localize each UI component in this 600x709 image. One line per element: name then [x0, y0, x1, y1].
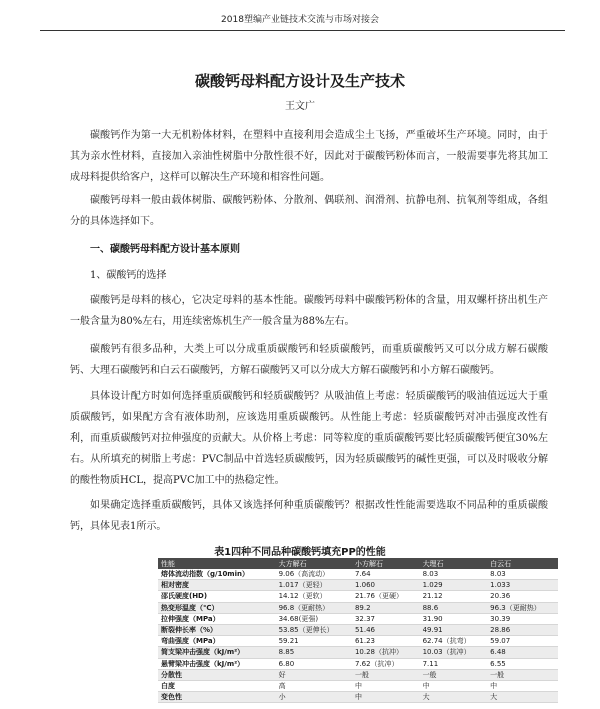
table-cell: 62.74（抗弯） [420, 636, 488, 647]
table-row [158, 692, 558, 703]
header-cell: 大方解石 [276, 558, 352, 569]
paragraph-core: 碳酸钙是母料的核心，它决定母料的基本性能。碳酸钙母料中碳酸钙粉体的含量，用双螺杆挤出机生产一般含量为80%左右，用连续密炼机生产一般含量为88%左右。 [70, 295, 548, 327]
properties-table [158, 558, 558, 703]
table-row [158, 624, 558, 635]
table-cell: 大 [420, 692, 488, 703]
row-label-cell: 分散性 [158, 669, 276, 680]
table-cell: 一般 [487, 669, 558, 680]
table-cell: 21.76（更硬） [352, 591, 420, 602]
table-cell: 1.029 [420, 580, 488, 591]
table-cell: 10.03（抗冲） [420, 647, 488, 658]
header-cell: 性能 [158, 558, 276, 569]
row-label-cell: 断裂伸长率（%） [158, 624, 276, 635]
table-cell: 53.85（更伸长） [276, 624, 352, 635]
row-label-cell: 相对密度 [158, 580, 276, 591]
subsection-heading: 1、碳酸钙的选择 [90, 270, 167, 281]
table-row [158, 680, 558, 691]
table-cell: 10.28（抗冲） [352, 647, 420, 658]
table-cell: 14.12（更软） [276, 591, 352, 602]
table-row [158, 591, 558, 602]
table-cell: 28.86 [487, 624, 558, 635]
table-row [158, 636, 558, 647]
table-cell: 小 [276, 692, 352, 703]
table-cell: 59.07 [487, 636, 558, 647]
table-cell: 8.03 [420, 569, 488, 580]
table-cell: 89.2 [352, 602, 420, 613]
table-cell: 7.62（抗冲） [352, 658, 420, 669]
table-cell: 8.85 [276, 647, 352, 658]
table-cell: 51.46 [352, 624, 420, 635]
section-heading: 一、碳酸钙母料配方设计基本原则 [90, 244, 240, 255]
table-cell: 6.55 [487, 658, 558, 669]
table-cell: 高 [276, 680, 352, 691]
table-cell: 20.36 [487, 591, 558, 602]
row-label-cell: 热变形温度（℃） [158, 602, 276, 613]
table-row [158, 602, 558, 613]
paragraph-intro: 碳酸钙作为第一大无机粉体材料，在塑料中直接利用会造成尘土飞扬，严重破坏生产环境。同时，由于其为亲水性材料，直接加入亲油性树脂中分散性很不好，因此对于碳酸钙粉体而言，一般需要事先将其加工成母料提供给客户，这样可以解决生产环境和相容性问题。 [70, 130, 548, 183]
paragraph-components: 碳酸钙母料一般由载体树脂、碳酸钙粉体、分散剂、偶联剂、润滑剂、抗静电剂、抗氧剂等组成，各组分的具体选择如下。 [70, 195, 548, 227]
table-cell: 21.12 [420, 591, 488, 602]
table-cell: 7.64 [352, 569, 420, 580]
table-cell: 49.91 [420, 624, 488, 635]
table-row [158, 647, 558, 658]
header-cell: 大理石 [420, 558, 488, 569]
table-cell: 6.80 [276, 658, 352, 669]
table-row [158, 613, 558, 624]
table-row [158, 669, 558, 680]
table-cell: 32.37 [352, 613, 420, 624]
table-cell: 一般 [352, 669, 420, 680]
paragraph-types: 碳酸钙有很多品种，大类上可以分成重质碳酸钙和轻质碳酸钙，而重质碳酸钙又可以分成方解石碳酸钙、大理石碳酸钙和白云石碳酸钙，方解石碳酸钙又可以分成大方解石碳酸钙和小方解石碳酸钙。 [70, 344, 548, 376]
table-cell: 34.68(更强) [276, 613, 352, 624]
author-name: 王文广 [285, 101, 315, 112]
table-cell: 中 [420, 680, 488, 691]
table-cell: 88.6 [420, 602, 488, 613]
table-cell: 8.03 [487, 569, 558, 580]
table-cell: 6.48 [487, 647, 558, 658]
table-row [158, 658, 558, 669]
header-cell: 小方解石 [352, 558, 420, 569]
table-cell: 好 [276, 669, 352, 680]
table-cell: 31.90 [420, 613, 488, 624]
header-divider [40, 30, 565, 31]
table-cell: 1.033 [487, 580, 558, 591]
row-label-cell: 拉伸强度（MPa） [158, 613, 276, 624]
row-label-cell: 简支梁冲击强度（kJ/m²） [158, 647, 276, 658]
table-caption: 表1四种不同品种碳酸钙填充PP的性能 [214, 547, 386, 558]
row-label-cell: 白度 [158, 680, 276, 691]
table-cell: 中 [352, 680, 420, 691]
table-cell: 中 [487, 680, 558, 691]
table-cell: 1.017（更轻） [276, 580, 352, 591]
header-cell: 白云石 [487, 558, 558, 569]
table-cell: 96.8（更耐热） [276, 602, 352, 613]
row-label-cell: 弯曲强度（MPa） [158, 636, 276, 647]
table-cell: 一般 [420, 669, 488, 680]
row-label-cell: 变色性 [158, 692, 276, 703]
table-cell: 7.11 [420, 658, 488, 669]
table-cell: 9.06（高流动） [276, 569, 352, 580]
table-cell: 96.3（更耐热） [487, 602, 558, 613]
table-cell: 30.39 [487, 613, 558, 624]
table-cell: 59.21 [276, 636, 352, 647]
paragraph-table-intro: 如果确定选择重质碳酸钙，具体又该选择何种重质碳酸钙？根据改性性能需要选取不同品种的重质碳酸钙，具体见表1所示。 [70, 500, 548, 532]
table-cell: 1.060 [352, 580, 420, 591]
table-header-row [158, 558, 558, 569]
table-row [158, 569, 558, 580]
table-cell: 中 [352, 692, 420, 703]
row-label-cell: 悬臂梁冲击强度（kJ/m²） [158, 658, 276, 669]
row-label-cell: 邵氏硬度(HD) [158, 591, 276, 602]
table-cell: 61.23 [352, 636, 420, 647]
paragraph-selection: 具体设计配方时如何选择重质碳酸钙和轻质碳酸钙？从吸油值上考虑：轻质碳酸钙的吸油值远远大于重质碳酸钙，如果配方含有液体助剂，应该选用重质碳酸钙。从性能上考虑：轻质碳酸钙对冲击强度改性有利，而重质碳酸钙对拉伸强度的贡献大。从价格上考虑：同等粒度的重质碳酸钙要比轻质碳酸钙便宜30%左右。从所填充的树脂上考虑：PVC制品中首选轻质碳酸钙，因为轻质碳酸钙的碱性更强，可以及时吸收分解的酸性物质HCL，提高PVC加工中的热稳定性。 [70, 391, 548, 486]
row-label-cell: 熔体流动指数（g/10min） [158, 569, 276, 580]
table-cell: 大 [487, 692, 558, 703]
running-header: 2018塑编产业链技术交流与市场对接会 [221, 15, 379, 25]
paper-title: 碳酸钙母料配方设计及生产技术 [194, 72, 405, 90]
table-row [158, 580, 558, 591]
